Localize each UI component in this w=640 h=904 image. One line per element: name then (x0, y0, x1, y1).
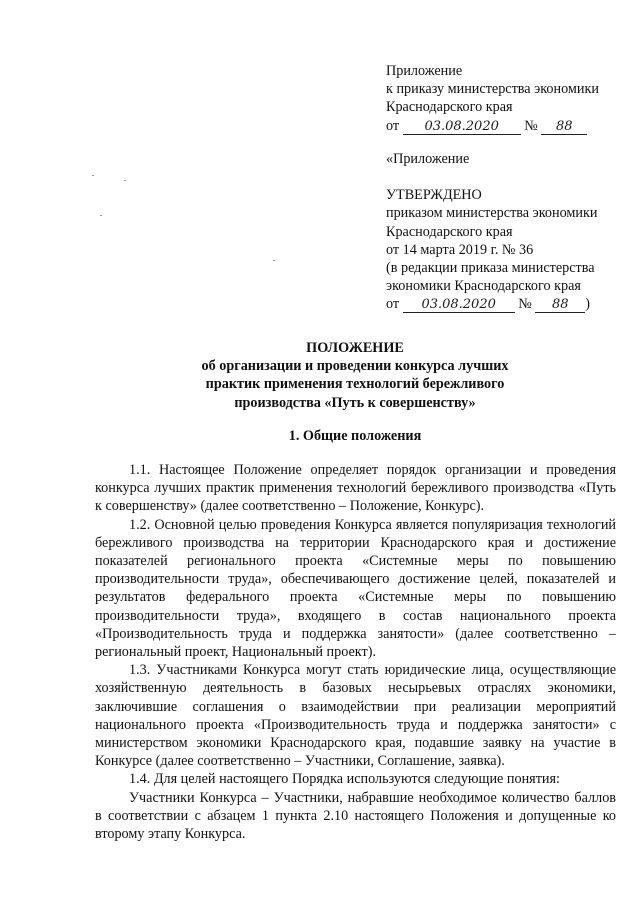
header-block (386, 62, 636, 135)
close-paren: ) (585, 296, 591, 313)
section-body (95, 461, 616, 843)
title-line: ПОЛОЖЕНИЕ (306, 340, 404, 356)
title-line: практик применения технологий бережливого (205, 376, 505, 393)
from-label: от (386, 296, 400, 313)
handwritten-date: 03.08.2020 (403, 120, 521, 135)
scan-speck (124, 180, 126, 181)
from-label: от (386, 117, 400, 134)
handwritten-number: 88 (541, 120, 587, 135)
approval-line: (в редакции приказа министерства (386, 260, 595, 277)
header-line: Краснодарского края (386, 99, 513, 116)
handwritten-number: 88 (535, 298, 585, 313)
paragraph: 1.4. Для целей настоящего Порядка используются следующие понятия: (129, 771, 560, 788)
scan-speck (273, 260, 275, 261)
document-title (95, 339, 615, 412)
header-line: к приказу министерства экономики (386, 81, 599, 98)
handwritten-date: 03.08.2020 (403, 298, 515, 313)
paragraph: 1.3. Участниками Конкурса могут стать юридические лица, осуществляющие хозяйственную деятельность в базовых несырьевых отраслях экономики, заключившие соглашения о взаимодействии при реализации мероприятий национального проекта «Производительность труда и поддержка занятости» с министерством экономики Краснодарского края, подавшие заявку на участие в Конкурсе (далее соответственно – Участники, Соглашение, заявка). (95, 662, 616, 770)
title-line: об организации и проведении конкурса лучших (201, 358, 509, 375)
approval-block (386, 150, 636, 314)
title-line: производства «Путь к совершенству» (234, 394, 476, 411)
approval-line: экономики Краснодарского края (386, 278, 581, 295)
number-label: № (518, 296, 532, 313)
approved-label: УТВЕРЖДЕНО (386, 187, 482, 204)
paragraph: 1.2. Основной целью проведения Конкурса является популяризация технологий бережливого производства на территории Краснодарского края и достижение показателей регионального проекта «Системные меры по повышению производительности труда», обеспечивающего достижение целей, показателей и результатов федерального проекта «Системные меры по повышению производительности труда», входящего в состав национального проекта «Производительность труда и поддержка занятости» (далее соответственно – региональный проект, Национальный проект). (95, 516, 616, 661)
approval-line: приказом министерства экономики (386, 205, 598, 222)
scan-speck (100, 215, 102, 216)
section-heading: 1. Общие положения (288, 428, 422, 444)
paragraph: 1.1. Настоящее Положение определяет порядок организации и проведения конкурса лучших практик применения технологий бережливого производства «Путь к совершенству» (далее соответственно – Положение, Конкурс). (95, 462, 616, 515)
number-label: № (524, 117, 538, 134)
paragraph: Участники Конкурса – Участники, набравшие необходимое количество баллов в соответствии с абзацем 1 пункта 2.10 настоящего Положения и допущенные ко второму этапу Конкурса. (95, 789, 616, 843)
header-line: Приложение (386, 63, 463, 79)
approval-quote-line: «Приложение (386, 151, 470, 167)
approval-date-line (386, 295, 636, 313)
scan-speck (92, 175, 94, 176)
approval-line: Краснодарского края (386, 223, 513, 240)
header-date-line (386, 117, 636, 135)
approval-line: от 14 марта 2019 г. № 36 (386, 241, 534, 258)
